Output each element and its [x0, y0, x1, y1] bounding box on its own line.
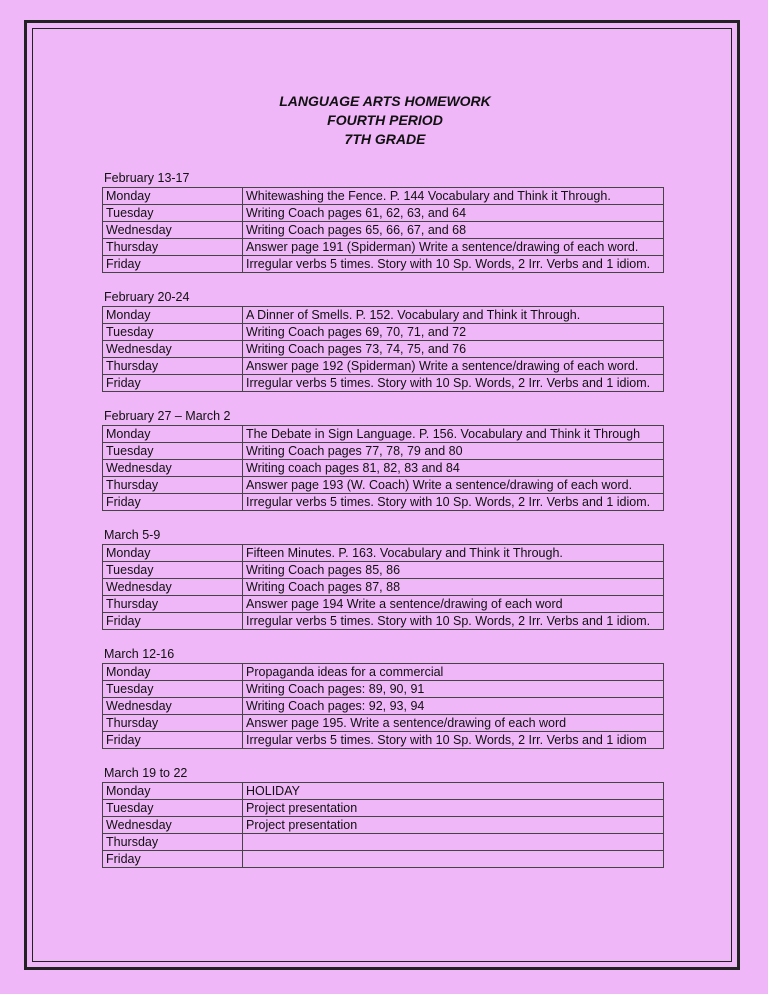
table-row	[103, 222, 664, 239]
table-row	[103, 307, 664, 324]
task-cell: Writing Coach pages 65, 66, 67, and 68	[243, 222, 664, 239]
day-cell: Friday	[103, 256, 243, 273]
week-section	[102, 289, 664, 392]
day-cell: Wednesday	[103, 579, 243, 596]
day-cell: Monday	[103, 783, 243, 800]
table-row	[103, 205, 664, 222]
week-label: March 12-16	[104, 647, 175, 661]
week-label: February 13-17	[104, 171, 190, 185]
day-cell: Monday	[103, 664, 243, 681]
day-cell: Tuesday	[103, 205, 243, 222]
day-cell: Tuesday	[103, 681, 243, 698]
table-row	[103, 341, 664, 358]
table-row	[103, 664, 664, 681]
task-cell: Writing Coach pages: 89, 90, 91	[243, 681, 664, 698]
day-cell: Monday	[103, 545, 243, 562]
week-section	[102, 408, 664, 511]
table-row	[103, 545, 664, 562]
day-cell: Wednesday	[103, 698, 243, 715]
table-row	[103, 477, 664, 494]
task-cell: HOLIDAY	[243, 783, 664, 800]
week-table	[102, 187, 664, 273]
week-table	[102, 782, 664, 868]
task-cell: Propaganda ideas for a commercial	[243, 664, 664, 681]
week-section	[102, 527, 664, 630]
week-label: February 27 – March 2	[104, 409, 231, 423]
task-cell: Project presentation	[243, 800, 664, 817]
task-cell: Writing Coach pages 61, 62, 63, and 64	[243, 205, 664, 222]
day-cell: Thursday	[103, 715, 243, 732]
day-cell: Monday	[103, 188, 243, 205]
task-cell: Writing Coach pages 87, 88	[243, 579, 664, 596]
table-row	[103, 851, 664, 868]
day-cell: Friday	[103, 613, 243, 630]
homework-weeks	[102, 170, 664, 884]
table-row	[103, 562, 664, 579]
week-table	[102, 425, 664, 511]
task-cell: Irregular verbs 5 times. Story with 10 Sp. Words, 2 Irr. Verbs and 1 idiom.	[243, 494, 664, 511]
day-cell: Friday	[103, 494, 243, 511]
table-row	[103, 834, 664, 851]
task-cell: The Debate in Sign Language. P. 156. Vocabulary and Think it Through	[243, 426, 664, 443]
table-row	[103, 715, 664, 732]
task-cell	[243, 851, 664, 868]
table-row	[103, 239, 664, 256]
table-row	[103, 817, 664, 834]
day-cell: Friday	[103, 375, 243, 392]
week-label: February 20-24	[104, 290, 190, 304]
day-cell: Tuesday	[103, 443, 243, 460]
task-cell: Irregular verbs 5 times. Story with 10 Sp. Words, 2 Irr. Verbs and 1 idiom.	[243, 375, 664, 392]
day-cell: Friday	[103, 851, 243, 868]
week-section	[102, 646, 664, 749]
title-line-3: 7TH GRADE	[344, 131, 426, 147]
task-cell: Fifteen Minutes. P. 163. Vocabulary and Think it Through.	[243, 545, 664, 562]
task-cell: Project presentation	[243, 817, 664, 834]
week-label: March 19 to 22	[104, 766, 188, 780]
task-cell: Answer page 193 (W. Coach) Write a sentence/drawing of each word.	[243, 477, 664, 494]
task-cell: Irregular verbs 5 times. Story with 10 Sp. Words, 2 Irr. Verbs and 1 idiom.	[243, 256, 664, 273]
task-cell: Answer page 194 Write a sentence/drawing of each word	[243, 596, 664, 613]
task-cell: Writing Coach pages: 92, 93, 94	[243, 698, 664, 715]
table-row	[103, 681, 664, 698]
week-label: March 5-9	[104, 528, 161, 542]
week-section	[102, 765, 664, 868]
task-cell: Answer page 191 (Spiderman) Write a sentence/drawing of each word.	[243, 239, 664, 256]
table-row	[103, 698, 664, 715]
task-cell: Answer page 192 (Spiderman) Write a sentence/drawing of each word.	[243, 358, 664, 375]
table-row	[103, 188, 664, 205]
week-table	[102, 663, 664, 749]
week-section	[102, 170, 664, 273]
table-row	[103, 579, 664, 596]
day-cell: Tuesday	[103, 800, 243, 817]
day-cell: Tuesday	[103, 324, 243, 341]
table-row	[103, 800, 664, 817]
day-cell: Monday	[103, 426, 243, 443]
table-row	[103, 494, 664, 511]
table-row	[103, 613, 664, 630]
table-row	[103, 256, 664, 273]
task-cell: Answer page 195. Write a sentence/drawing of each word	[243, 715, 664, 732]
task-cell: Writing Coach pages 73, 74, 75, and 76	[243, 341, 664, 358]
task-cell: Irregular verbs 5 times. Story with 10 Sp. Words, 2 Irr. Verbs and 1 idiom.	[243, 613, 664, 630]
document-title	[0, 92, 768, 149]
table-row	[103, 460, 664, 477]
day-cell: Thursday	[103, 596, 243, 613]
day-cell: Tuesday	[103, 562, 243, 579]
day-cell: Thursday	[103, 358, 243, 375]
week-table	[102, 306, 664, 392]
day-cell: Wednesday	[103, 222, 243, 239]
task-cell: Writing Coach pages 77, 78, 79 and 80	[243, 443, 664, 460]
table-row	[103, 443, 664, 460]
table-row	[103, 426, 664, 443]
task-cell: Writing Coach pages 69, 70, 71, and 72	[243, 324, 664, 341]
table-row	[103, 358, 664, 375]
day-cell: Thursday	[103, 834, 243, 851]
task-cell: Writing Coach pages 85, 86	[243, 562, 664, 579]
task-cell	[243, 834, 664, 851]
task-cell: A Dinner of Smells. P. 152. Vocabulary and Think it Through.	[243, 307, 664, 324]
table-row	[103, 324, 664, 341]
day-cell: Friday	[103, 732, 243, 749]
day-cell: Thursday	[103, 239, 243, 256]
day-cell: Thursday	[103, 477, 243, 494]
table-row	[103, 375, 664, 392]
day-cell: Wednesday	[103, 817, 243, 834]
table-row	[103, 732, 664, 749]
title-line-1: LANGUAGE ARTS HOMEWORK	[279, 93, 491, 109]
task-cell: Writing coach pages 81, 82, 83 and 84	[243, 460, 664, 477]
day-cell: Monday	[103, 307, 243, 324]
table-row	[103, 783, 664, 800]
day-cell: Wednesday	[103, 460, 243, 477]
week-table	[102, 544, 664, 630]
title-line-2: FOURTH PERIOD	[327, 112, 443, 128]
table-row	[103, 596, 664, 613]
task-cell: Whitewashing the Fence. P. 144 Vocabulary and Think it Through.	[243, 188, 664, 205]
task-cell: Irregular verbs 5 times. Story with 10 Sp. Words, 2 Irr. Verbs and 1 idiom	[243, 732, 664, 749]
day-cell: Wednesday	[103, 341, 243, 358]
